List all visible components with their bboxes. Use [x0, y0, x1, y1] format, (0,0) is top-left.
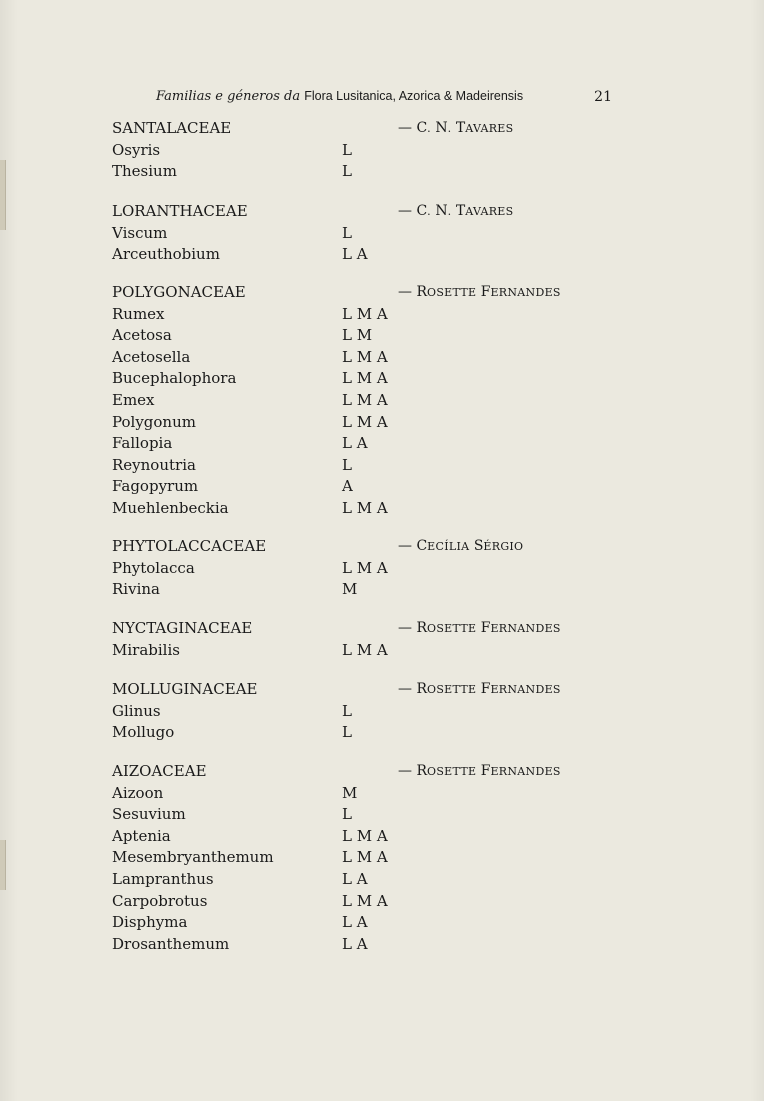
family-name: LORANTHACEAE — [112, 202, 248, 220]
genus-distribution: M — [342, 580, 358, 599]
genus-name: Mesembryanthemum — [112, 848, 274, 867]
genus-row — [112, 558, 612, 580]
genus-distribution: L A — [342, 434, 368, 453]
genus-name: Aizoon — [112, 783, 164, 802]
genus-distribution: L M — [342, 326, 373, 345]
genus-name: Emex — [112, 390, 155, 409]
family-block-phytolaccaceae — [112, 536, 612, 601]
genus-row — [112, 476, 612, 498]
genus-distribution: L — [342, 162, 352, 181]
genus-row — [112, 826, 612, 848]
genus-row — [112, 847, 612, 869]
running-head — [156, 89, 612, 104]
genus-row — [112, 640, 612, 662]
family-name: AIZOACEAE — [112, 762, 207, 780]
genus-name: Osyris — [112, 140, 161, 159]
genus-row — [112, 912, 612, 934]
genus-distribution: L M A — [342, 369, 388, 388]
running-head-italic: Familias e géneros da — [156, 89, 301, 104]
genus-row — [112, 579, 612, 601]
family-heading — [112, 618, 612, 640]
genus-name: Mirabilis — [112, 640, 180, 659]
genus-row — [112, 934, 612, 956]
genus-name: Viscum — [112, 223, 168, 242]
genus-name: Lampranthus — [112, 869, 214, 888]
genus-name: Aptenia — [112, 826, 171, 845]
family-heading — [112, 118, 612, 140]
genus-row — [112, 304, 612, 326]
genus-row — [112, 390, 612, 412]
genus-distribution: L M A — [342, 412, 388, 431]
genus-name: Bucephalophora — [112, 369, 237, 388]
family-heading — [112, 679, 612, 701]
genus-row — [112, 804, 612, 826]
genus-row — [112, 498, 612, 520]
genus-row — [112, 140, 612, 162]
genus-row — [112, 368, 612, 390]
genus-name: Acetosella — [112, 347, 191, 366]
genus-row — [112, 347, 612, 369]
genus-distribution: L M A — [342, 640, 388, 659]
genus-name: Acetosa — [112, 326, 172, 345]
genus-distribution: L A — [342, 245, 368, 264]
genus-distribution: L M A — [342, 848, 388, 867]
genus-distribution: M — [342, 783, 358, 802]
genus-name: Glinus — [112, 701, 161, 720]
genus-name: Phytolacca — [112, 558, 195, 577]
genus-distribution: L — [342, 223, 352, 242]
genus-distribution: L — [342, 455, 352, 474]
running-head-title: Flora Lusitanica, Azorica & Madeirensis — [304, 89, 524, 103]
family-heading — [112, 201, 612, 223]
page-edge-mark — [0, 160, 6, 230]
genus-distribution: L M A — [342, 304, 388, 323]
genus-name: Fagopyrum — [112, 477, 199, 496]
genus-distribution: A — [342, 477, 353, 496]
genus-distribution: L A — [342, 869, 368, 888]
page-edge-mark — [0, 840, 6, 890]
family-heading — [112, 761, 612, 783]
family-name: SANTALACEAE — [112, 119, 232, 137]
genus-name: Mollugo — [112, 723, 175, 742]
genus-row — [112, 433, 612, 455]
genus-distribution: L M A — [342, 891, 388, 910]
genus-distribution: L — [342, 701, 352, 720]
family-name: POLYGONACEAE — [112, 283, 246, 301]
family-name: NYCTAGINACEAE — [112, 619, 253, 637]
genus-distribution: L A — [342, 913, 368, 932]
genus-name: Carpobrotus — [112, 891, 208, 910]
family-author: — C. N. TAVARES — [398, 203, 514, 219]
family-block-molluginaceae — [112, 679, 612, 744]
genus-distribution: L M A — [342, 390, 388, 409]
family-block-loranthaceae — [112, 201, 612, 266]
family-author: — ROSETTE FERNANDES — [398, 620, 561, 636]
genus-distribution: L M A — [342, 558, 388, 577]
genus-row — [112, 412, 612, 434]
page-number: 21 — [594, 89, 612, 105]
family-author: — CECÍLIA SÉRGIO — [398, 538, 524, 554]
genus-name: Polygonum — [112, 412, 196, 431]
family-block-polygonaceae — [112, 282, 612, 520]
family-author: — ROSETTE FERNANDES — [398, 284, 561, 300]
genus-distribution: L M A — [342, 826, 388, 845]
genus-name: Fallopia — [112, 434, 173, 453]
genus-name: Rivina — [112, 580, 160, 599]
genus-name: Drosanthemum — [112, 934, 230, 953]
family-heading — [112, 282, 612, 304]
genus-row — [112, 869, 612, 891]
genus-row — [112, 161, 612, 183]
family-author: — ROSETTE FERNANDES — [398, 681, 561, 697]
genus-distribution: L — [342, 723, 352, 742]
family-name: PHYTOLACCACEAE — [112, 537, 267, 555]
family-block-nyctaginaceae — [112, 618, 612, 661]
genus-row — [112, 891, 612, 913]
family-heading — [112, 536, 612, 558]
genus-name: Muehlenbeckia — [112, 498, 229, 517]
family-name: MOLLUGINACEAE — [112, 680, 258, 698]
genus-name: Reynoutria — [112, 455, 196, 474]
genus-name: Sesuvium — [112, 805, 186, 824]
genus-row — [112, 455, 612, 477]
genus-name: Arceuthobium — [112, 245, 220, 264]
genus-distribution: L M A — [342, 498, 388, 517]
genus-distribution: L — [342, 805, 352, 824]
family-block-aizoaceae — [112, 761, 612, 955]
genus-distribution: L — [342, 140, 352, 159]
genus-row — [112, 722, 612, 744]
genus-name: Rumex — [112, 304, 165, 323]
genus-name: Thesium — [112, 162, 177, 181]
family-author: — C. N. TAVARES — [398, 120, 514, 136]
genus-row — [112, 701, 612, 723]
genus-distribution: L A — [342, 934, 368, 953]
genus-row — [112, 783, 612, 805]
genus-row — [112, 223, 612, 245]
genus-row — [112, 325, 612, 347]
genus-row — [112, 244, 612, 266]
genus-name: Disphyma — [112, 913, 188, 932]
genus-distribution: L M A — [342, 347, 388, 366]
family-block-santalaceae — [112, 118, 612, 183]
family-author: — ROSETTE FERNANDES — [398, 763, 561, 779]
